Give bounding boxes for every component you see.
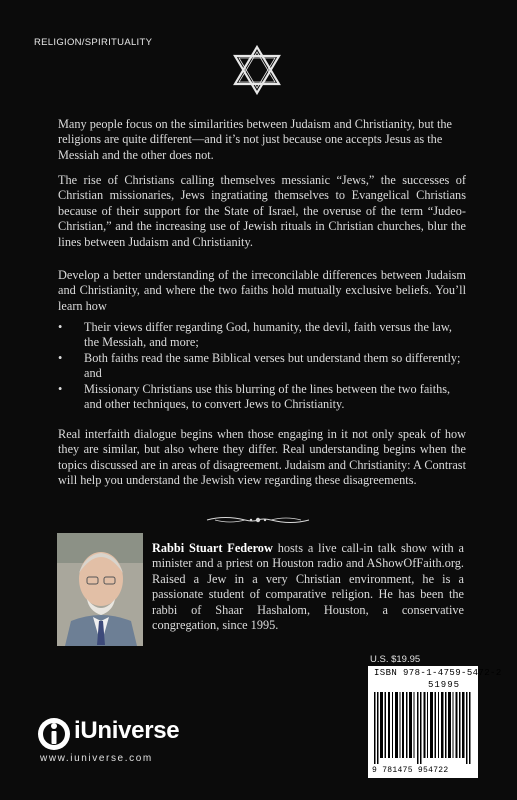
isbn-text: ISBN 978-1-4759-5472-2	[374, 668, 502, 678]
author-bio-text: hosts a live call-in talk show with a minister and a priest on Houston radio and AShowOfFaith.org. Raised a Jew in a very Christian environment, he is a passionate student of comparative religion. He has been the rabbi of Shaar Hashalom, Houston, a conservative congregation, since 1995.	[152, 541, 464, 633]
author-name: Rabbi Stuart Federow	[152, 541, 273, 555]
context-paragraph: The rise of Christians calling themselves messianic “Jews,” the successes of Christian missionaries, Jews ingratiating themselves to Evangelical Christians because of their support for the State of Israel, the overuse of the term “Judeo-Christian,” and the increasing use of Jewish rituals in Christian churches, blur the lines between Judaism and Christianity.	[58, 173, 466, 249]
bullet-marker: •	[58, 320, 63, 334]
publisher-url: www.iuniverse.com	[40, 753, 153, 764]
learning-points-list	[58, 320, 466, 412]
publisher-logo-text: iUniverse	[74, 717, 180, 744]
barcode-bars	[374, 692, 472, 764]
closing-paragraph: Real interfaith dialogue begins when those engaging in it not only speak of how they are similar, but also where they differ. Real understanding begins when the topics discussed are in areas of disagreement. Judaism and Christianity: A Contrast will help you understand the Jewish view regarding these disagreements.	[58, 427, 466, 488]
ornament-divider	[205, 513, 311, 527]
bullet-marker: •	[58, 381, 63, 396]
barcode-digits: 9 781475 954722	[372, 766, 449, 775]
list-item: • Both faiths read the same Biblical verses but understand them so differently; and	[58, 350, 461, 381]
list-item: • Missionary Christians use this blurring of the lines between the two faiths, and other techniques, to convert Jews to Christianity.	[58, 381, 451, 412]
star-of-david-icon	[231, 44, 283, 96]
author-bio	[152, 541, 464, 633]
bullet-marker: •	[58, 350, 63, 365]
intro-paragraph: Many people focus on the similarities between Judaism and Christianity, but the religions are quite different—and it’s not just because one accepts Jesus as the Messiah and the other does not.	[58, 117, 452, 162]
barcode-addon-digits: 51995	[428, 680, 461, 690]
author-photo	[57, 533, 143, 646]
list-item: • Their views differ regarding God, humanity, the devil, faith versus the law, the Messiah, and more;	[58, 320, 453, 350]
barcode	[368, 666, 502, 778]
learn-paragraph: Develop a better understanding of the irreconcilable differences between Judaism and Christianity, and where the two faiths hold mutually exclusive beliefs. You’ll learn how	[58, 268, 466, 313]
category-label: RELIGION/SPIRITUALITY	[34, 37, 153, 48]
price-label: U.S. $19.95	[370, 654, 421, 665]
